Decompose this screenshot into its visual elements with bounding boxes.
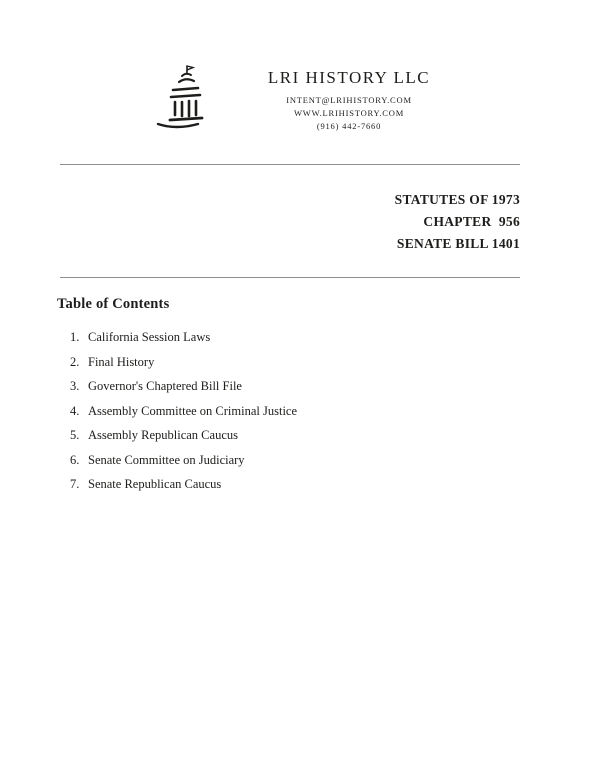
toc-item-number: 4.	[70, 403, 80, 418]
horizontal-rule-bottom	[60, 277, 520, 278]
toc-item-number: 3.	[70, 379, 80, 393]
toc-item-label: Assembly Committee on Criminal Justice	[88, 403, 298, 418]
toc-item	[57, 354, 600, 370]
capitol-building-sketch-icon	[146, 60, 218, 140]
toc-list	[57, 329, 600, 492]
chapter-line: CHAPTER 956	[423, 214, 520, 229]
company-email: INTENT@LRIHISTORY.COM	[286, 94, 412, 105]
toc-item-number: 1.	[70, 330, 80, 344]
toc-item-number: 2.	[70, 354, 80, 369]
toc-title: Table of Contents	[57, 296, 170, 312]
toc-item-label: Senate Committee on Judiciary	[88, 452, 245, 467]
senate-bill-line: SENATE BILL 1401	[396, 236, 520, 251]
toc-item	[57, 476, 600, 492]
toc-item-number: 6.	[70, 452, 80, 467]
toc-item-label: Final History	[88, 354, 155, 369]
toc-item	[57, 378, 600, 394]
toc-item-label: California Session Laws	[88, 330, 211, 344]
statutes-line: STATUTES OF 1973	[394, 192, 520, 207]
toc-item-number: 7.	[70, 477, 80, 491]
horizontal-rule-top	[60, 164, 520, 165]
toc-item	[57, 329, 600, 345]
table-of-contents	[0, 296, 600, 492]
letterhead-text	[244, 68, 454, 133]
toc-item	[57, 403, 600, 419]
statute-reference-block	[0, 189, 600, 255]
toc-item-label: Assembly Republican Caucus	[88, 428, 238, 442]
toc-item-number: 5.	[70, 428, 80, 442]
company-name: LRI HISTORY LLC	[267, 67, 431, 87]
toc-item	[57, 452, 600, 468]
company-phone: (916) 442-7660	[316, 120, 382, 131]
company-website: WWW.LRIHISTORY.COM	[293, 107, 405, 118]
toc-item-label: Governor's Chaptered Bill File	[88, 379, 242, 393]
toc-item-label: Senate Republican Caucus	[88, 477, 222, 491]
letterhead	[0, 0, 600, 140]
toc-item	[57, 427, 600, 443]
